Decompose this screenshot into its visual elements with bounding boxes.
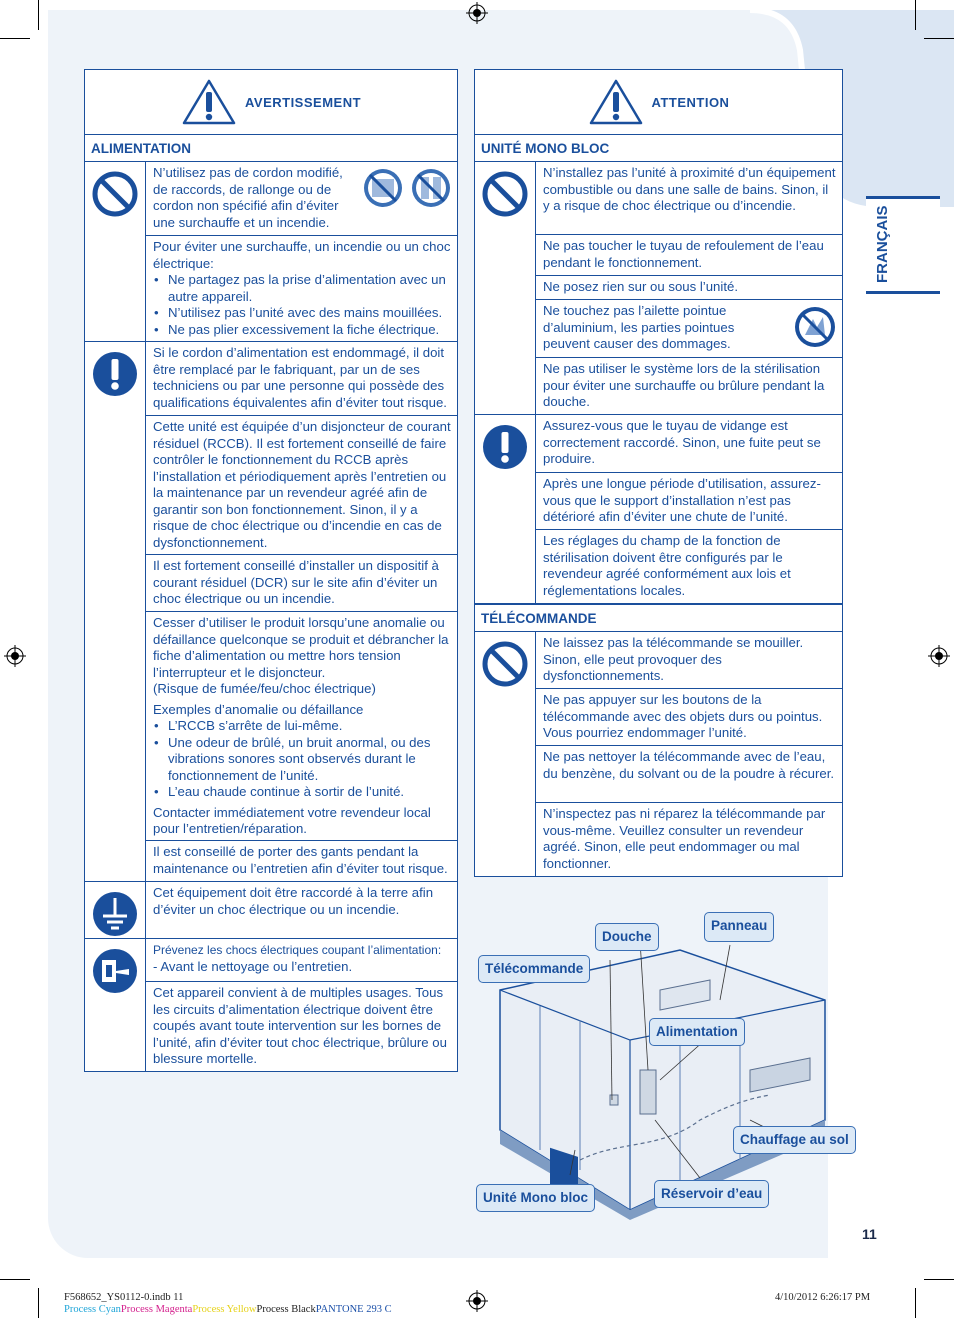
footer-date: 4/10/2012 6:26:17 PM — [775, 1292, 871, 1303]
bullet: • L’eau chaude continue à sortir de l’unité. — [168, 784, 452, 801]
no-touch-fin-icon — [793, 305, 837, 349]
warning-header — [85, 70, 457, 135]
section-title-mono-bloc: UNITÉ MONO BLOC — [475, 135, 842, 162]
item-text: Il est conseillé de porter des gants pendant la maintenance ou l’entretien afin d’éviter tout risque. — [153, 844, 448, 876]
item-text: Exemples d’anomalie ou défaillance — [153, 701, 364, 717]
caution-item — [536, 415, 842, 473]
warning-item — [146, 882, 457, 935]
warning-item — [146, 342, 457, 416]
prohibited-icon — [481, 640, 529, 688]
item-text: N’utilisez pas de cordon modifié, de raccords, de rallonge ou de cordon non spécifié afin d’éviter une surchauffe et un incendie. — [153, 165, 343, 230]
warning-triangle-icon — [181, 78, 237, 126]
warning-item — [146, 612, 457, 841]
footer-file: F568652_YS0112-0.indb 11 — [64, 1292, 184, 1303]
callout-alimentation: Alimentation — [649, 1018, 745, 1046]
no-extension-cord-icon — [410, 167, 452, 209]
caution-item — [536, 276, 842, 300]
caution-title: ATTENTION — [651, 94, 730, 110]
caution-item — [536, 632, 842, 689]
item-text: - Avant le nettoyage ou l’entretien. — [153, 958, 353, 974]
group-prohibited — [475, 632, 842, 876]
group-mandatory — [475, 415, 842, 604]
item-text: Ne touchez pas l’ailette pointue d’aluminium, les parties pointues peuvent causer des dommages. — [543, 303, 735, 351]
group-prohibited — [85, 162, 457, 342]
item-text: N’inspectez pas ni réparez la télécommande par vous-même. Veuillez consulter un revendeur agréé. Sinon, elle peut endommager ou mal fonctionner. — [543, 806, 826, 871]
group-earth — [85, 882, 457, 939]
callout-reservoir: Réservoir d’eau — [654, 1180, 769, 1208]
group-unplug — [85, 939, 457, 1071]
caution-item — [536, 300, 842, 358]
registration-mark-icon — [928, 645, 950, 667]
caution-item — [536, 689, 842, 746]
section-title-telecommande: TÉLÉCOMMANDE — [475, 604, 842, 632]
language-tab — [866, 196, 940, 294]
no-modified-cord-icon — [362, 167, 404, 209]
warning-column — [84, 69, 458, 1072]
item-text: Les réglages du champ de la fonction de stérilisation doivent être configurés par le revendeur agréé conformément aux lois et réglementations locales. — [543, 533, 791, 598]
bullet: • L’RCCB s’arrête de lui-même. — [168, 718, 452, 735]
footer-color-bar — [64, 1304, 392, 1315]
item-text: Cet équipement doit être raccordé à la terre afin d’éviter un choc électrique ou un incendie. — [153, 885, 434, 917]
prohibited-icon — [91, 170, 139, 218]
footer-pantone: PANTONE 293 C — [315, 1304, 392, 1315]
item-text: N’installez pas l’unité à proximité d’un équipement combustible ou dans une salle de bains. Sinon, il y a risque de choc électrique ou d’incendie. — [543, 165, 836, 213]
item-text: Cesser d’utiliser le produit lorsqu’une anomalie ou défaillance quelconque se produit et débrancher la fiche d’alimentation ou mettre hors tension l’interrupteur et le disjoncteur. — [153, 615, 449, 680]
registration-mark-icon — [4, 645, 26, 667]
footer-yellow: Process Yellow — [192, 1304, 257, 1315]
section-title-alimentation: ALIMENTATION — [85, 135, 457, 162]
bullet: • Ne pas plier excessivement la fiche électrique. — [168, 322, 452, 339]
group-mandatory — [85, 342, 457, 882]
caution-item — [536, 235, 842, 276]
footer-magenta: Process Magenta — [120, 1304, 193, 1315]
item-text: Ne pas utiliser le système lors de la stérilisation pour éviter une surchauffe ou brûlure pendant la douche. — [543, 361, 825, 409]
footer-black: Process Black — [256, 1304, 316, 1315]
registration-mark-icon — [466, 2, 488, 24]
item-text: Ne posez rien sur ou sous l’unité. — [543, 279, 738, 294]
item-text: Ne pas appuyer sur les boutons de la télécommande avec des objets durs ou pointus. Vous pourriez endommager l’unité. — [543, 692, 823, 740]
warning-title: AVERTISSEMENT — [244, 94, 362, 110]
caution-item — [536, 473, 842, 530]
caution-header — [475, 70, 842, 135]
item-text: Il est fortement conseillé d’installer un dispositif à courant résiduel (DCR) sur le site afin d’éviter un choc électrique ou un incendie. — [153, 558, 439, 606]
warning-item — [146, 416, 457, 555]
warning-item — [146, 162, 457, 236]
callout-telecommande: Télécommande — [478, 955, 590, 983]
item-text: Cette unité est équipée d’un disjoncteur de courant résiduel (RCCB). Il est fortement conseillé de faire contrôler le fonctionnement du RCCB après l’installation et périodiquement après l’entretien ou la maintenance par un revendeur agréé afin de garantir son bon fonctionnement. Sinon, il y a risque de choc électrique ou d’incendie en cas de dysfonctionnement. — [153, 419, 451, 550]
item-text: Prévenez les chocs électriques coupant l’alimentation: — [153, 943, 442, 957]
item-text: Ne pas nettoyer la télécommande avec de l’eau, du benzène, du solvant ou de la poudre à récurer. — [543, 749, 835, 781]
language-label: FRANÇAIS — [874, 205, 891, 283]
page-number: 11 — [862, 1226, 877, 1242]
item-text: Contacter immédiatement votre revendeur local pour l’entretien/réparation. — [153, 804, 431, 836]
caution-item — [536, 530, 842, 603]
item-note: (Risque de fumée/feu/choc électrique) — [153, 681, 376, 696]
caution-column — [474, 69, 843, 877]
callout-unite-mono-bloc: Unité Mono bloc — [476, 1184, 595, 1212]
item-text: Ne laissez pas la télécommande se mouiller. Sinon, elle peut provoquer des dysfonctionnements. — [543, 635, 804, 683]
bullet: • Ne partagez pas la prise d’alimentation avec un autre appareil. — [168, 272, 452, 305]
warning-item — [146, 236, 457, 341]
registration-mark-icon — [466, 1290, 488, 1312]
item-text: Si le cordon d’alimentation est endommagé, il doit être remplacé par le fabriquant, par un de ses techniciens ou par une personne qui possède des qualifications équivalentes afin d’éviter tout risque. — [153, 345, 447, 410]
earth-icon — [91, 890, 139, 938]
mandatory-icon — [481, 423, 529, 471]
warning-item — [146, 841, 457, 881]
callout-douche: Douche — [595, 923, 659, 951]
caution-item — [536, 162, 842, 235]
warning-triangle-icon — [588, 78, 644, 126]
caution-item — [536, 358, 842, 414]
item-text: Après une longue période d’utilisation, assurez-vous que le support d’installation n’est pas détérioré afin d’éviter une chute de l’unité. — [543, 476, 821, 524]
footer-cyan: Process Cyan — [64, 1304, 121, 1315]
item-text: Ne pas toucher le tuyau de refoulement de l’eau pendant le fonctionnement. — [543, 238, 824, 270]
callout-panneau: Panneau — [704, 912, 774, 942]
item-text: Pour éviter une surchauffe, un incendie ou un choc électrique: — [153, 239, 451, 271]
mandatory-icon — [91, 350, 139, 398]
unplug-icon — [91, 947, 139, 995]
bullet: • N’utilisez pas l’unité avec des mains mouillées. — [168, 305, 452, 322]
caution-item — [536, 746, 842, 803]
bullet: • Une odeur de brûlé, un bruit anormal, ou des vibrations sonores sont observés durant le fonctionnement de l’unité. — [168, 735, 452, 785]
caution-item — [536, 803, 842, 876]
callout-chauffage-au-sol: Chauffage au sol — [733, 1126, 856, 1154]
prohibited-icon — [481, 170, 529, 218]
item-text: Assurez-vous que le tuyau de vidange est correctement raccordé. Sinon, une fuite peut se produire. — [543, 418, 821, 466]
warning-item — [146, 982, 457, 1071]
item-text: Cet appareil convient à de multiples usages. Tous les circuits d’alimentation électrique doivent être coupés avant toute intervention sur les bornes de l’unité, afin d’éviter tout choc électrique, brûlure ou blessure mortelle. — [153, 985, 447, 1066]
group-prohibited — [475, 162, 842, 415]
warning-item — [146, 939, 457, 982]
warning-item — [146, 555, 457, 612]
